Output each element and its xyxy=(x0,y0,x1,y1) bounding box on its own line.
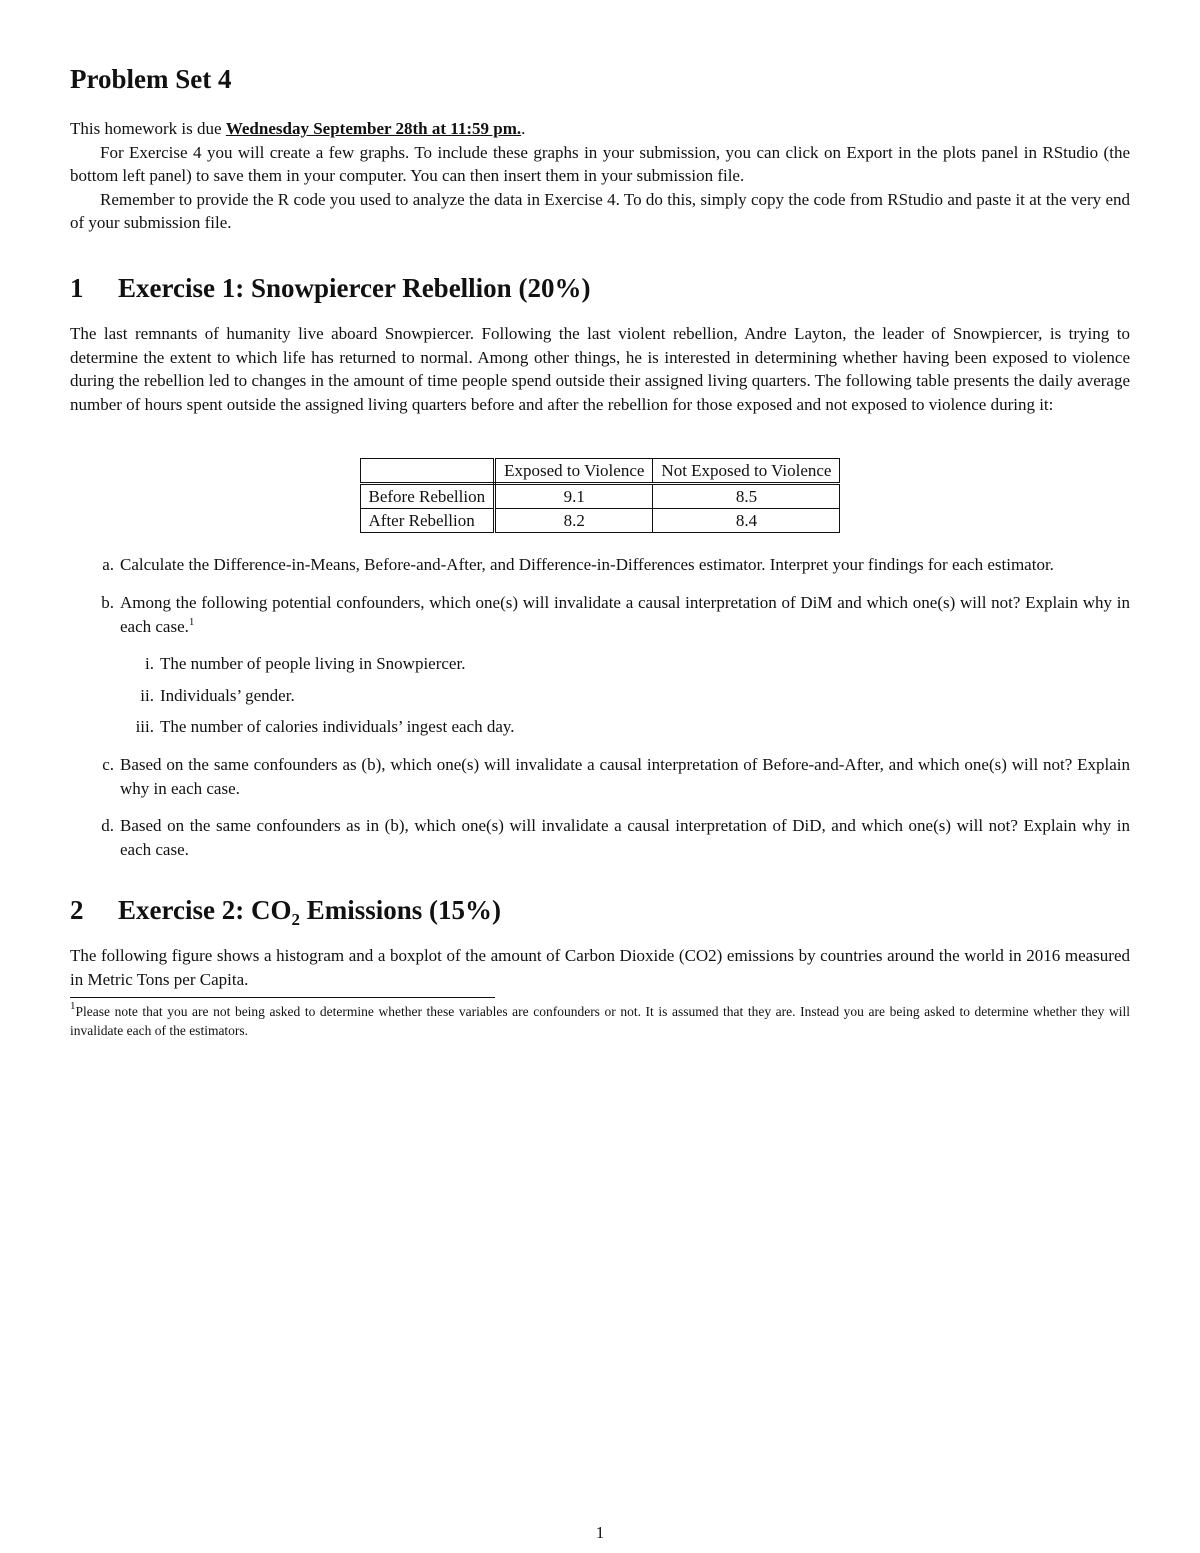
row-label: Before Rebellion xyxy=(360,484,495,509)
sub-question xyxy=(70,652,1130,676)
question-c xyxy=(70,753,1130,800)
section-1-title: Exercise 1: Snowpiercer Rebellion (20%) xyxy=(118,272,591,303)
cell-not-exposed: 8.4 xyxy=(653,509,840,533)
table-row xyxy=(360,484,840,509)
question-b xyxy=(70,591,1130,638)
section-1-number: 1 xyxy=(70,272,84,303)
footnote-mark: 1 xyxy=(188,615,195,628)
sub-question-text: Individuals’ gender. xyxy=(160,685,295,705)
document-page xyxy=(70,60,1130,1040)
question-text: Calculate the Difference-in-Means, Before-and-After, and Difference-in-Differences estimator. Interpret your findings for each estimator. xyxy=(120,555,1054,575)
due-date-line xyxy=(70,117,1130,141)
due-suffix: . xyxy=(521,119,526,138)
footnote-text: Please note that you are not being asked to determine whether these variables are confounders or not. It is assumed that they are. Instead you are being asked to determine whether they will invalidate each of the estimators. xyxy=(70,1004,1130,1039)
sub-question-label: i. xyxy=(145,654,154,674)
due-date: Wednesday September 28th at 11:59 pm. xyxy=(225,119,522,138)
cell-not-exposed: 8.5 xyxy=(653,484,840,509)
question-label: b. xyxy=(101,592,114,612)
sub-question xyxy=(70,715,1130,739)
section-2-body: The following figure shows a histogram and a boxplot of the amount of Carbon Dioxide (CO2) emissions by countries around the world in 2016 measured in Metric Tons per Capita. xyxy=(70,946,1130,989)
question-a xyxy=(70,553,1130,577)
question-d xyxy=(70,814,1130,861)
page-number: 1 xyxy=(595,1523,605,1542)
section-2-title-prefix: Exercise 2: CO xyxy=(118,895,292,926)
footnote-number: 1 xyxy=(70,1000,76,1013)
section-2-title-suffix: Emissions (15%) xyxy=(299,895,501,926)
cell-exposed: 8.2 xyxy=(495,509,653,533)
footnote xyxy=(70,1002,1130,1040)
row-label: After Rebellion xyxy=(360,509,495,533)
table-header-exposed: Exposed to Violence xyxy=(495,459,653,484)
section-2-title-subscript: 2 xyxy=(291,910,300,930)
question-text: Based on the same confounders as in (b), which one(s) will invalidate a causal interpretation of DiD, and which one(s) will not? Explain why in each case. xyxy=(120,816,1130,859)
question-text: Based on the same confounders as (b), which one(s) will invalidate a causal interpretation of Before-and-After, and which one(s) will not? Explain why in each case. xyxy=(120,754,1130,798)
section-1-body: The last remnants of humanity live aboard Snowpiercer. Following the last violent rebellion, Andre Layton, the leader of Snowpiercer, is trying to determine the extent to which life has returned to normal. Among other things, he is interested in determining whether having been exposed to violence during the rebellion led to changes in the amount of time people spend outside their assigned living quarters. The following table presents the daily average number of hours spent outside the assigned living quarters before and after the rebellion for those exposed and not exposed to violence during it: xyxy=(70,323,1130,414)
table-row xyxy=(360,509,840,533)
question-list xyxy=(70,553,1130,861)
cell-exposed: 9.1 xyxy=(495,484,653,509)
section-2-number: 2 xyxy=(70,895,84,926)
sub-question-label: iii. xyxy=(135,717,154,737)
document-title: Problem Set 4 xyxy=(70,64,232,94)
question-b-text: Among the following potential confounders, which one(s) will invalidate a causal interpretation of DiM and which one(s) will not? Explain why in each case. xyxy=(120,592,1130,636)
table-header-empty xyxy=(360,459,495,484)
table-header-not-exposed: Not Exposed to Violence xyxy=(653,459,840,484)
table-header-row xyxy=(360,459,840,484)
due-prefix: This homework is due xyxy=(70,119,226,138)
section-1-heading xyxy=(70,273,1130,304)
sub-question-text: The number of calories individuals’ ingest each day. xyxy=(160,717,515,737)
question-label: a. xyxy=(102,555,114,575)
section-2-heading xyxy=(70,895,1130,930)
intro-graphs-paragraph: For Exercise 4 you will create a few graphs. To include these graphs in your submission, you can click on Export in the plots panel in RStudio (the bottom left panel) to save them in your computer. You can then insert them in your submission file. xyxy=(70,142,1130,186)
rebellion-table xyxy=(360,458,841,533)
intro-code-paragraph: Remember to provide the R code you used to analyze the data in Exercise 4. To do this, simply copy the code from RStudio and paste it at the very end of your submission file. xyxy=(70,189,1130,233)
sub-question xyxy=(70,684,1130,708)
question-label: c. xyxy=(102,754,114,774)
question-text xyxy=(120,591,1130,638)
sub-question-label: ii. xyxy=(140,685,154,705)
sub-question-text: The number of people living in Snowpiercer. xyxy=(160,654,466,674)
question-label: d. xyxy=(101,816,114,836)
footnote-rule xyxy=(70,997,495,998)
